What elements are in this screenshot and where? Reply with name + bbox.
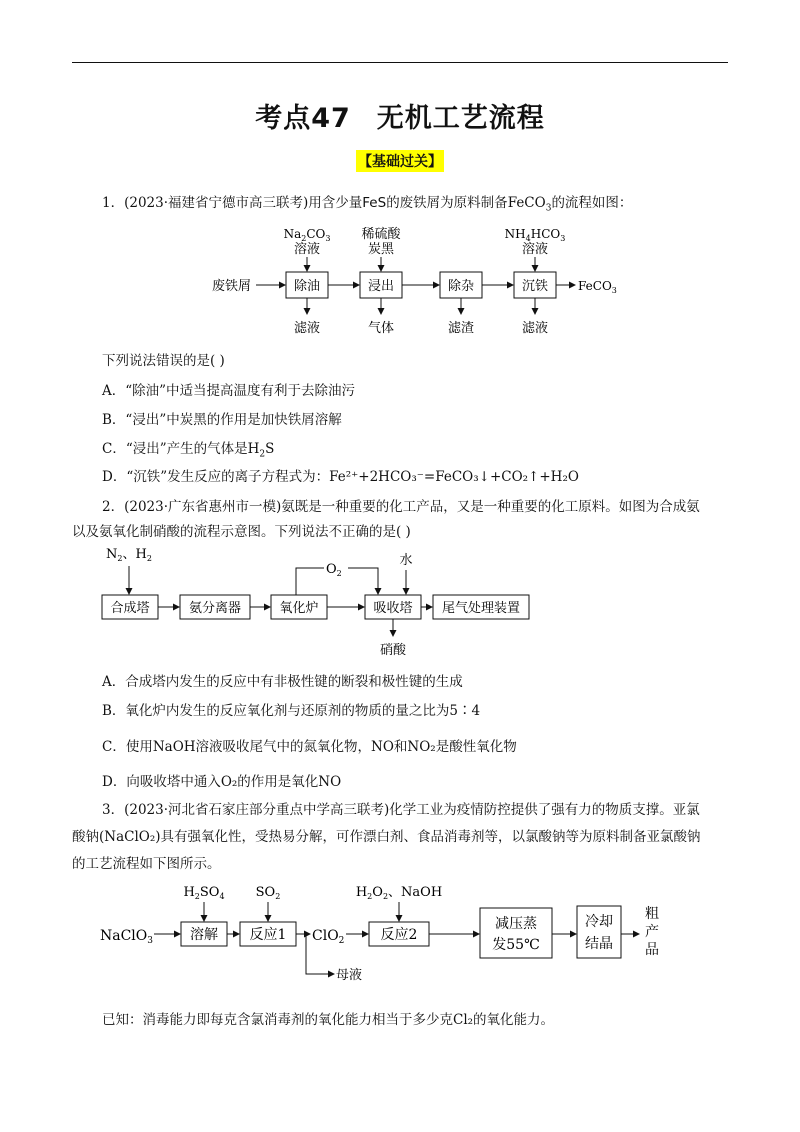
q1-output-2: 气体 <box>367 321 395 336</box>
q3-box-evaporate-line2: 发55℃ <box>492 937 540 953</box>
q1-reagent1-formula: $Na_2CO_3$ <box>283 227 331 243</box>
q2-stem-line1: 2．(2023·广东省惠州市一模)氨既是一种重要的化工产品，又是一种重要的化工原料。如图为合成氨 <box>102 499 700 515</box>
q1-prompt: 下列说法错误的是( ) <box>102 353 225 369</box>
q3-intermediate-label: ClO$_2$ <box>312 928 345 946</box>
title-topic: 无机工艺流程 <box>376 103 545 134</box>
q1-step-1: 除油 <box>293 279 321 294</box>
q1-reagent2-acid: 稀硫酸 <box>361 227 401 242</box>
q1-option-b: B．“浸出”中炭黑的作用是加快铁屑溶解 <box>102 412 342 428</box>
q1-reagent4-formula: $NH_4HCO_3$ <box>504 227 566 243</box>
q1-step-2: 浸出 <box>367 279 395 294</box>
q2-box-oxidizer: 氧化炉 <box>279 601 319 616</box>
q3-reagent-so2: $SO_2$ <box>255 885 281 901</box>
title-number: 考点47 <box>255 103 351 134</box>
q3-input-label: NaClO$_3$ <box>100 928 153 946</box>
q2-product-label: 硝酸 <box>379 643 407 658</box>
page-title <box>0 96 800 135</box>
q1-step-4: 沉铁 <box>521 279 549 294</box>
q3-stem-line1: 3．(2023·河北省石家庄部分重点中学高三联考)化学工业为疫情防控提供了强有力的物质支撑。亚氯 <box>102 802 700 818</box>
q2-option-d: D．向吸收塔中通入O₂的作用是氧化NO <box>102 774 342 790</box>
q1-reagent2-carbon: 炭黑 <box>367 242 395 257</box>
q2-box-synthesis: 合成塔 <box>110 601 150 616</box>
q2-option-b: B．氧化炉内发生的反应氧化剂与还原剂的物质的量之比为5∶4 <box>102 703 481 719</box>
q2-water-label: 水 <box>399 553 413 568</box>
q1-option-a: A．“除油”中适当提高温度有利于去除油污 <box>102 383 356 399</box>
q1-reagent1-state: 溶液 <box>293 242 321 257</box>
q1-output-label: FeCO$_3$ <box>578 279 617 295</box>
q1-reagent4-state: 溶液 <box>521 242 549 257</box>
q3-note: 已知：消毒能力即每克含氯消毒剂的氧化能力相当于多少克Cl₂的氧化能力。 <box>102 1012 555 1028</box>
q1-step-3: 除杂 <box>447 279 475 294</box>
q1-flow-diagram <box>200 222 630 340</box>
q3-box-evaporate-line1: 减压蒸 <box>495 916 537 932</box>
q1-stem: 1．(2023·福建省宁德市高三联考)用含少量FeS的废铁屑为原料制备FeCO$_3$的流程如图： <box>102 195 633 214</box>
q3-product-char-1: 粗 <box>645 906 659 922</box>
q3-product-char-3: 品 <box>645 942 659 958</box>
q2-option-c: C．使用NaOH溶液吸收尾气中的氮氧化物，NO和NO₂是酸性氧化物 <box>102 739 517 755</box>
q2-feed-label: $N_2$、$H_2$ <box>106 547 152 563</box>
q1-output-1: 滤液 <box>293 321 321 336</box>
q3-flow-diagram <box>96 878 676 988</box>
q3-product-char-2: 产 <box>645 924 659 940</box>
q2-stem-line2: 以及氨氧化制硝酸的流程示意图。下列说法不正确的是( ) <box>72 524 411 540</box>
q3-stem-line2: 酸钠(NaClO₂)具有强氧化性，受热易分解，可作漂白剂、食品消毒剂等，以氯酸钠等为原料制备亚氯酸钠 <box>72 829 701 845</box>
q3-byproduct-label: 母液 <box>336 968 363 983</box>
q3-reagent-acid: $H_2SO_4$ <box>183 885 225 901</box>
q1-option-c: C．“浸出”产生的气体是$H_2S$ <box>102 441 275 460</box>
q2-box-absorber: 吸收塔 <box>373 601 413 616</box>
q1-input-label: 废铁屑 <box>212 279 252 294</box>
header-rule <box>72 62 728 63</box>
q3-box-cool-line2: 结晶 <box>585 936 613 952</box>
q2-option-a: A．合成塔内发生的反应中有非极性键的断裂和极性键的生成 <box>102 674 463 690</box>
q2-flow-diagram <box>98 544 548 664</box>
q1-output-3: 滤渣 <box>447 321 475 336</box>
q2-o2-label: $O_2$ <box>326 562 342 578</box>
section-badge: 【基础过关】 <box>356 150 444 172</box>
q3-reagent-peroxide: $H_2O_2$、NaOH <box>355 885 443 901</box>
q2-box-separator: 氨分离器 <box>188 601 242 616</box>
q3-box-dissolve: 溶解 <box>190 927 218 943</box>
q3-box-reaction2: 反应2 <box>380 927 418 943</box>
q3-box-cool-line1: 冷却 <box>585 914 613 930</box>
q1-option-d: D．“沉铁”发生反应的离子方程式为：Fe²⁺+2HCO₃⁻=FeCO₃↓+CO₂↑+H₂O <box>102 469 579 485</box>
q3-box-reaction1: 反应1 <box>249 927 287 943</box>
q2-box-tail-gas: 尾气处理装置 <box>441 601 521 616</box>
q3-stem-line3: 的工艺流程如下图所示。 <box>72 856 221 872</box>
q1-output-4: 滤液 <box>521 321 549 336</box>
